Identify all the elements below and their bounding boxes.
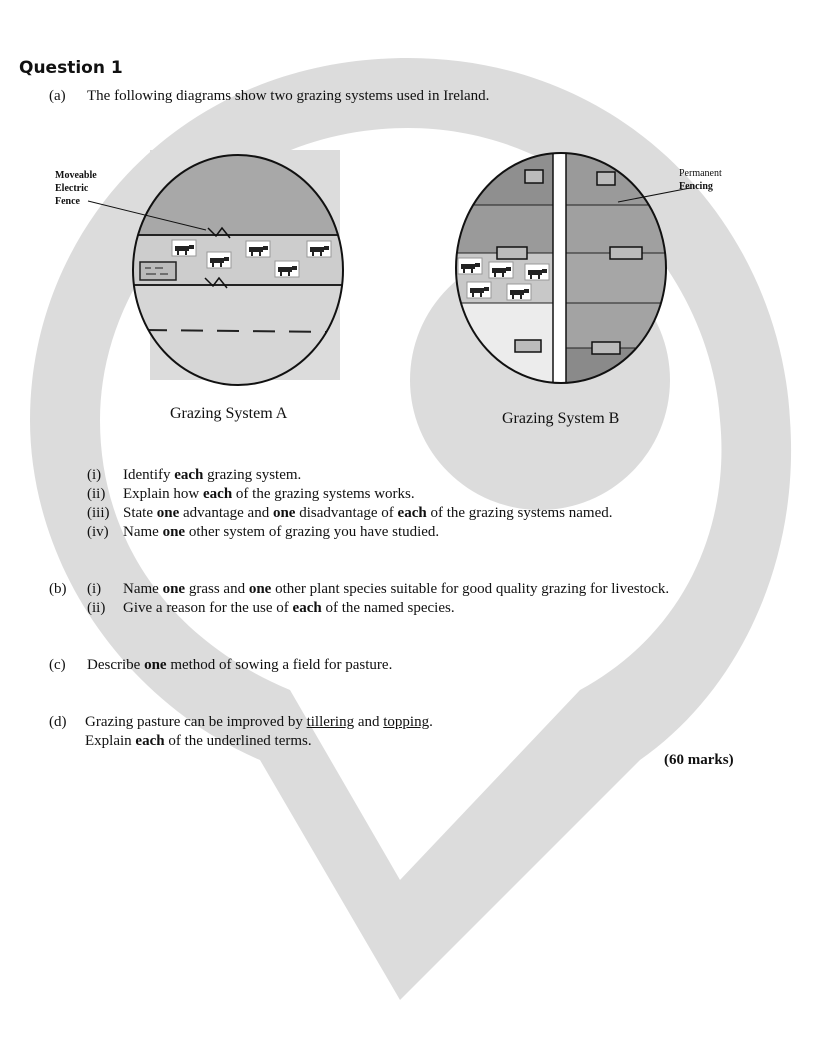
cow-icon <box>507 284 531 300</box>
part-c-text: Describe one method of sowing a field for pasture. <box>87 657 393 673</box>
cow-icon <box>458 258 482 274</box>
item-b-i-num: (i) <box>87 581 102 597</box>
item-a-iv-text: Name one other system of grazing you have studied. <box>123 524 440 540</box>
water-trough-icon <box>610 247 642 259</box>
item-b-ii-num: (ii) <box>87 600 106 616</box>
moveable-fence-label-1: Moveable <box>55 170 97 181</box>
part-d-line1: Grazing pasture can be improved by tillering and topping. <box>85 714 433 730</box>
part-d-line2: Explain each of the underlined terms. <box>85 733 312 749</box>
cow-icon <box>525 264 549 280</box>
moveable-fence-label-2: Electric <box>55 183 89 194</box>
water-trough-icon <box>497 247 527 259</box>
item-a-iii-text: State one advantage and one disadvantage of each of the grazing systems named. <box>123 505 613 521</box>
permanent-fencing-label-1: Permanent <box>679 168 722 179</box>
paddock-b <box>450 150 686 393</box>
permanent-fencing-label-2: Fencing <box>679 181 713 192</box>
grazing-system-b-caption: Grazing System B <box>502 410 620 427</box>
water-trough-icon <box>525 170 543 183</box>
water-trough-icon <box>597 172 615 185</box>
water-trough-icon <box>592 342 620 354</box>
moveable-fence-label-3: Fence <box>55 196 80 207</box>
cow-icon <box>489 262 513 278</box>
cow-icon <box>467 282 491 298</box>
part-d-label: (d) <box>49 714 67 730</box>
question-title: Question 1 <box>19 58 123 78</box>
item-a-ii-text: Explain how each of the grazing systems works. <box>123 486 415 502</box>
grazing-system-b-diagram <box>0 0 816 460</box>
item-a-iv-num: (iv) <box>87 524 109 540</box>
item-a-i-num: (i) <box>87 467 102 483</box>
item-a-iii-num: (iii) <box>87 505 110 521</box>
part-b-label: (b) <box>49 581 67 597</box>
item-a-ii-num: (ii) <box>87 486 106 502</box>
item-a-i-text: Identify each grazing system. <box>123 467 302 483</box>
part-a-label: (a) <box>49 88 66 104</box>
item-b-i-text: Name one grass and one other plant species suitable for good quality grazing for livestock. <box>123 581 670 597</box>
grazing-system-a-caption: Grazing System A <box>170 405 288 422</box>
water-trough-icon <box>515 340 541 352</box>
part-a-intro: The following diagrams show two grazing systems used in Ireland. <box>87 88 490 104</box>
marks-total: (60 marks) <box>664 752 734 768</box>
part-c-label: (c) <box>49 657 66 673</box>
item-b-ii-text: Give a reason for the use of each of the named species. <box>123 600 455 616</box>
